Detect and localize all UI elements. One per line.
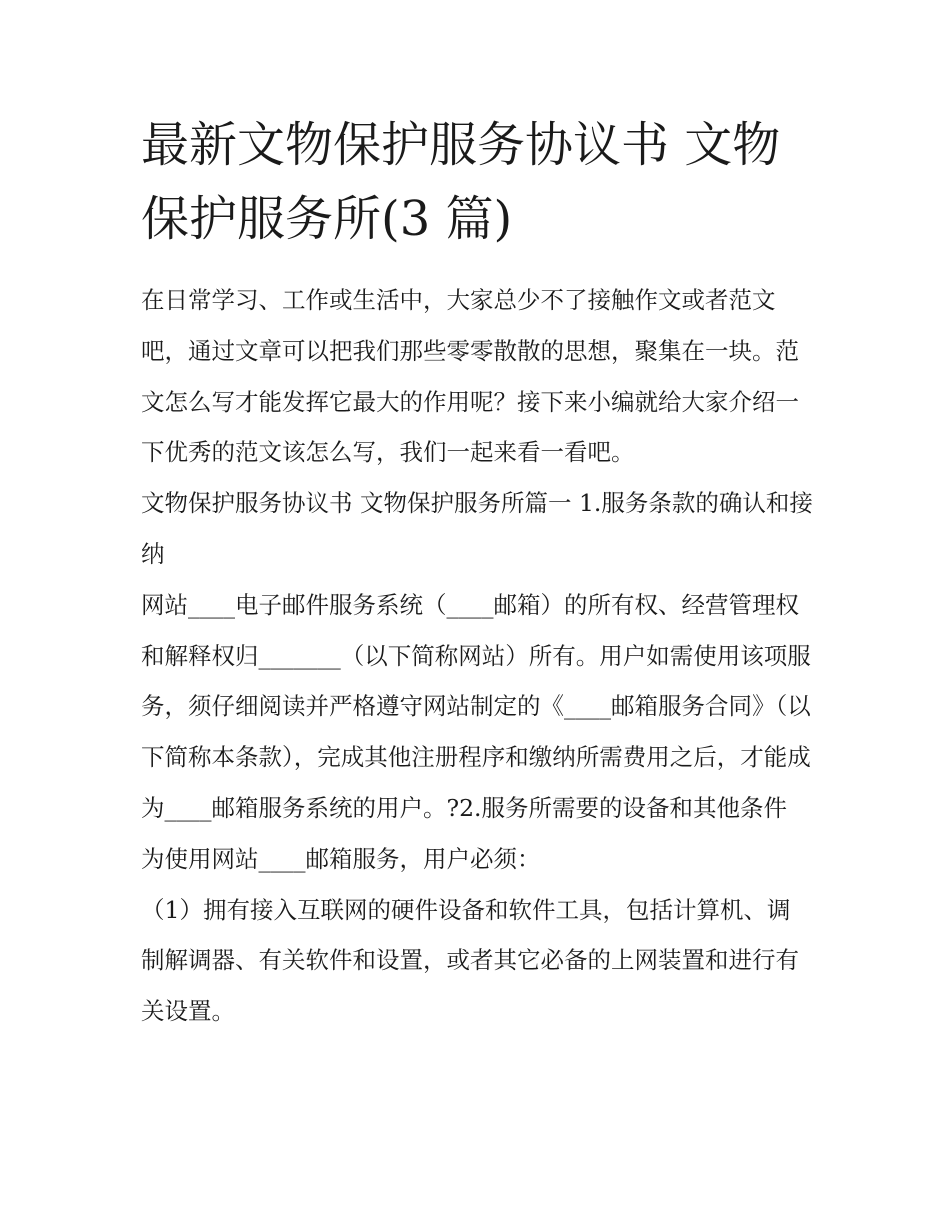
paragraph-intro: 在日常学习、工作或生活中，大家总少不了接触作文或者范文吧，通过文章可以把我们那些零零散散的思想，聚集在一块。范文怎么写才能发挥它最大的作用呢？接下来小编就给大家介绍一下优秀的范文该怎么写，我们一起来看一看吧。 [141, 286, 799, 467]
paragraph-section-heading: 文物保护服务协议书 文物保护服务所篇一 1.服务条款的确认和接纳 [141, 489, 813, 568]
paragraph-requirement-1: （1）拥有接入互联网的硬件设备和软件工具，包括计算机、调制解调器、有关软件和设置，或者其它必备的上网装置和进行有关设置。 [141, 895, 799, 1026]
document-content [141, 108, 813, 1037]
paragraph-ownership: 网站____电子邮件服务系统（____邮箱）的所有权、经营管理权和解释权归_______（以下简称网站）所有。用户如需使用该项服务，须仔细阅读并严格遵守网站制定的《____邮箱服务合同》（以下简称本条款），完成其他注册程序和缴纳所需费用之后，才能成为____邮箱服务系统的用户。?2.服务所需要的设备和其他条件 [141, 590, 811, 822]
document-body [141, 275, 813, 1037]
document-title: 最新文物保护服务协议书 文物保护服务所(3 篇) [141, 117, 781, 247]
paragraph-requirements-intro: 为使用网站____邮箱服务，用户必须： [141, 844, 541, 873]
